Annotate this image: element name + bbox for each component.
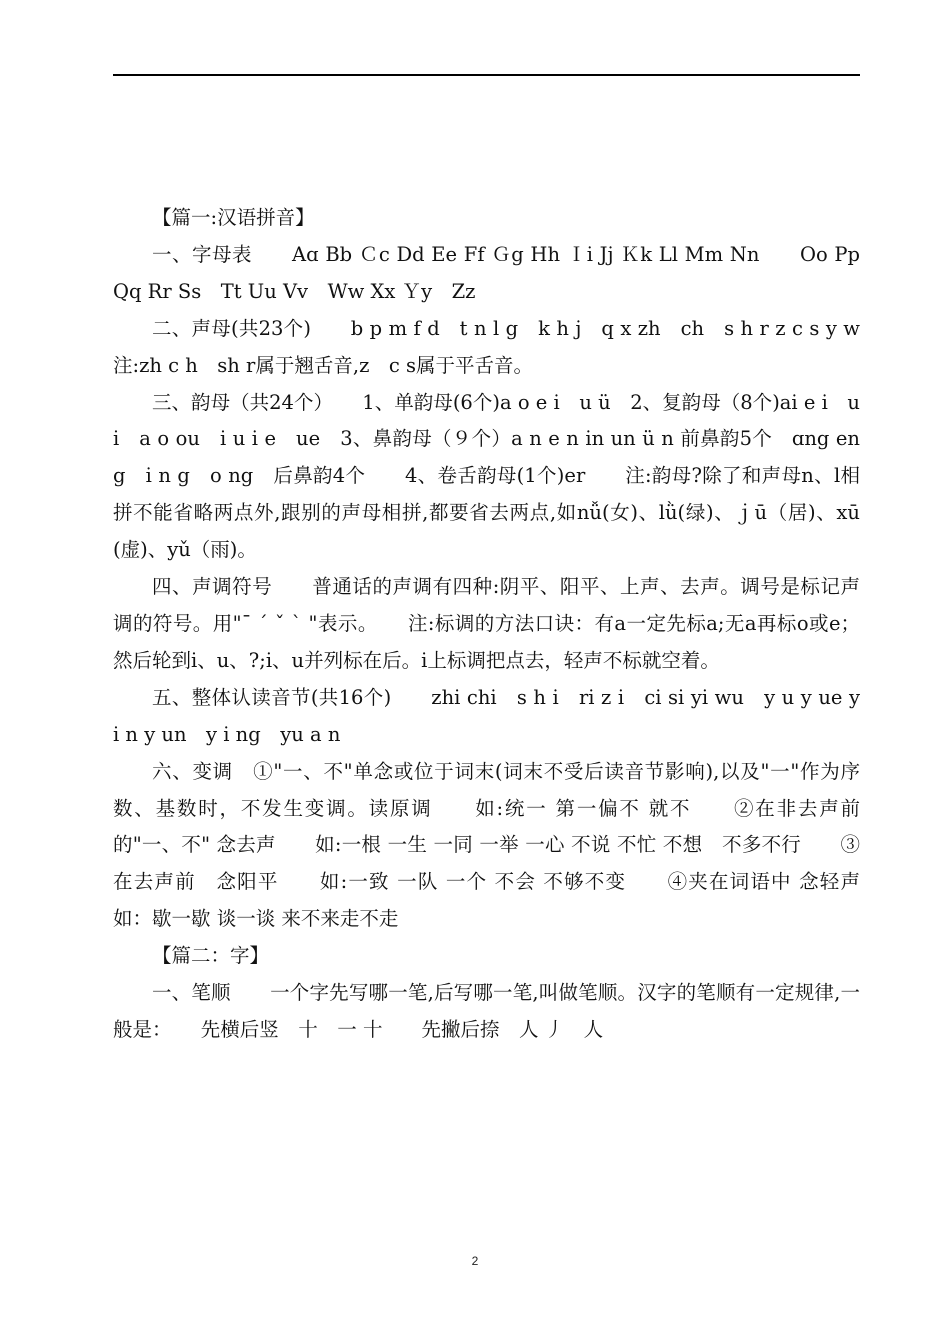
document-body — [113, 200, 900, 1049]
paragraph-tones: 四、声调符号 普通话的声调有四种:阴平、阳平、上声、去声。调号是标记声调的符号。用"ˉ ˊ ˇ ˋ "表示。 注:标调的方法口诀：有a一定先标a;无a再标o或e；然后轮到i、u、?;i、u并列标在后。i上标调把点去，轻声不标就空着。 — [113, 575, 860, 672]
section-heading-characters: 【篇二：字】 — [152, 944, 270, 968]
paragraph-stroke-order: 一、笔顺 一个字先写哪一笔,后写哪一笔,叫做笔顺。汉字的笔顺有一定规律,一般是： 先横后竖 十 一 十 先撇后捺 人 丿 人 — [113, 981, 860, 1041]
paragraph-finals: 三、韵母（共24个） 1、单韵母(6个)a o e i u ü 2、复韵母（8个)ai e i u i a o ou i u i e ue 3、鼻韵母（９个）a n e n in un ü n 前鼻韵5个 ɑng eng i n g o ng 后鼻韵4个 4、卷舌韵母(1个)er 注:韵母?除了和声母n、l相拼不能省略两点外,跟别的声母相拼,都要省去两点,如nǚ(女)、lǜ(绿)、ｊū（居)、xū(虚)、yǔ（雨)。 — [113, 390, 860, 562]
paragraph-whole-syllables: 五、整体认读音节(共16个) zhi chi s h i ri z i ci si yi wu y u y ue y i n y un y i ng yu a n — [113, 685, 860, 746]
page-number: 2 — [471, 1254, 479, 1268]
section-heading-pinyin: 【篇一:汉语拼音】 — [152, 206, 315, 229]
paragraph-alphabet: 一、字母表 Aɑ Bb Ｃc Dd Ee Ff Ｇg Hh Ｉi Jj Ｋk Ll Mm Nn Oo Pp Qq Rr Ss Tt Uu Vv Ww Xx Ｙy Zz — [113, 242, 860, 303]
paragraph-initials: 二、声母(共23个) b p m f d t n l g k h j q x zh ch s h r z c s y w 注:zh c h sh r属于翘舌音,z c s属于平舌音。 — [113, 316, 880, 377]
header-rule — [113, 74, 860, 76]
paragraph-tone-sandhi: 六、变调 ①"一、不"单念或位于词末(词末不受后读音节影响),以及"一"作为序数、基数时，不发生变调。读原调 如:统一 第一偏不 就不 ②在非去声前的"一、不" 念去声 如:一根 一生 一同 一举 一心 不说 不忙 不想 不多不行 ③在去声前 念阳平 如:一致 一队 一个 不会 不够不变 ④夹在词语中 念轻声 如：歇一歇 谈一谈 来不来走不走 — [113, 759, 900, 931]
